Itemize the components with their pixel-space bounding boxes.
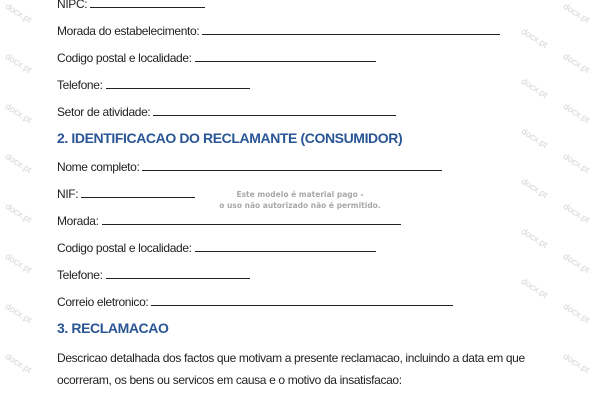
field-telefone-estabelecimento — [57, 76, 250, 92]
watermark-text: docx.pt — [561, 201, 592, 225]
field-label: Telefone: — [57, 268, 103, 282]
field-nome-completo — [57, 158, 442, 174]
field-label: Morada do estabelecimento: — [57, 24, 200, 38]
field-label: Nome completo: — [57, 160, 140, 174]
telefone-input-line[interactable] — [106, 266, 250, 279]
field-label: NIPC: — [57, 0, 88, 11]
watermark-text: docx.pt — [3, 1, 34, 25]
field-label: Correio eletronico: — [57, 295, 149, 309]
email-input-line[interactable] — [151, 293, 453, 306]
watermark-text: docx.pt — [3, 51, 34, 75]
watermark-text: docx.pt — [519, 26, 550, 50]
field-nipc — [57, 0, 205, 11]
watermark-text: docx.pt — [3, 151, 34, 175]
field-telefone — [57, 266, 250, 282]
telefone-input-line[interactable] — [106, 76, 250, 89]
watermark-text: docx.pt — [519, 126, 550, 150]
watermark-text: docx.pt — [561, 51, 592, 75]
section-3-heading: 3. RECLAMACAO — [57, 320, 169, 336]
field-codigo-postal-estabelecimento — [57, 49, 376, 65]
watermark-text: docx.pt — [561, 101, 592, 125]
field-setor-atividade — [57, 103, 396, 119]
paid-template-notice — [150, 189, 450, 211]
notice-line-1: Este modelo é material pago - — [236, 190, 364, 199]
reclamacao-description: Descricao detalhada dos factos que motivam a presente reclamacao, incluindo a data em que ocorreram, os bens ou servicos em causa e o motivo da insatisfacao: — [57, 351, 525, 387]
section-2-heading: 2. IDENTIFICACAO DO RECLAMANTE (CONSUMIDOR) — [57, 130, 403, 146]
watermark-text: docx.pt — [561, 151, 592, 175]
field-label: Morada: — [57, 214, 99, 228]
field-correio-eletronico — [57, 293, 453, 309]
watermark-text: docx.pt — [561, 301, 592, 325]
watermark-text: docx.pt — [3, 201, 34, 225]
field-label: Codigo postal e localidade: — [57, 241, 192, 255]
watermark-text: docx.pt — [3, 301, 34, 325]
field-label: Telefone: — [57, 78, 103, 92]
field-label: Codigo postal e localidade: — [57, 51, 192, 65]
watermark-text: docx.pt — [561, 251, 592, 275]
watermark-text: docx.pt — [561, 1, 592, 25]
nome-input-line[interactable] — [142, 158, 442, 171]
watermark-text: docx.pt — [3, 351, 34, 375]
codigo-postal-input-line[interactable] — [195, 239, 376, 252]
morada-input-line[interactable] — [102, 212, 401, 225]
nipc-input-line[interactable] — [90, 0, 205, 8]
watermark-text: docx.pt — [519, 226, 550, 250]
field-morada-estabelecimento — [57, 22, 500, 38]
morada-estabelecimento-input-line[interactable] — [202, 22, 500, 35]
field-label: NIF: — [57, 187, 79, 201]
watermark-text: docx.pt — [3, 101, 34, 125]
field-codigo-postal — [57, 239, 376, 255]
codigo-postal-input-line[interactable] — [195, 49, 376, 62]
field-label: Setor de atividade: — [57, 105, 151, 119]
watermark-text: docx.pt — [561, 351, 592, 375]
watermark-text: docx.pt — [519, 76, 550, 100]
watermark-text: docx.pt — [519, 176, 550, 200]
watermark-text: docx.pt — [3, 251, 34, 275]
setor-input-line[interactable] — [153, 103, 396, 116]
field-morada — [57, 212, 401, 228]
notice-line-2: o uso não autorizado não é permitido. — [219, 201, 381, 210]
watermark-text: docx.pt — [519, 276, 550, 300]
